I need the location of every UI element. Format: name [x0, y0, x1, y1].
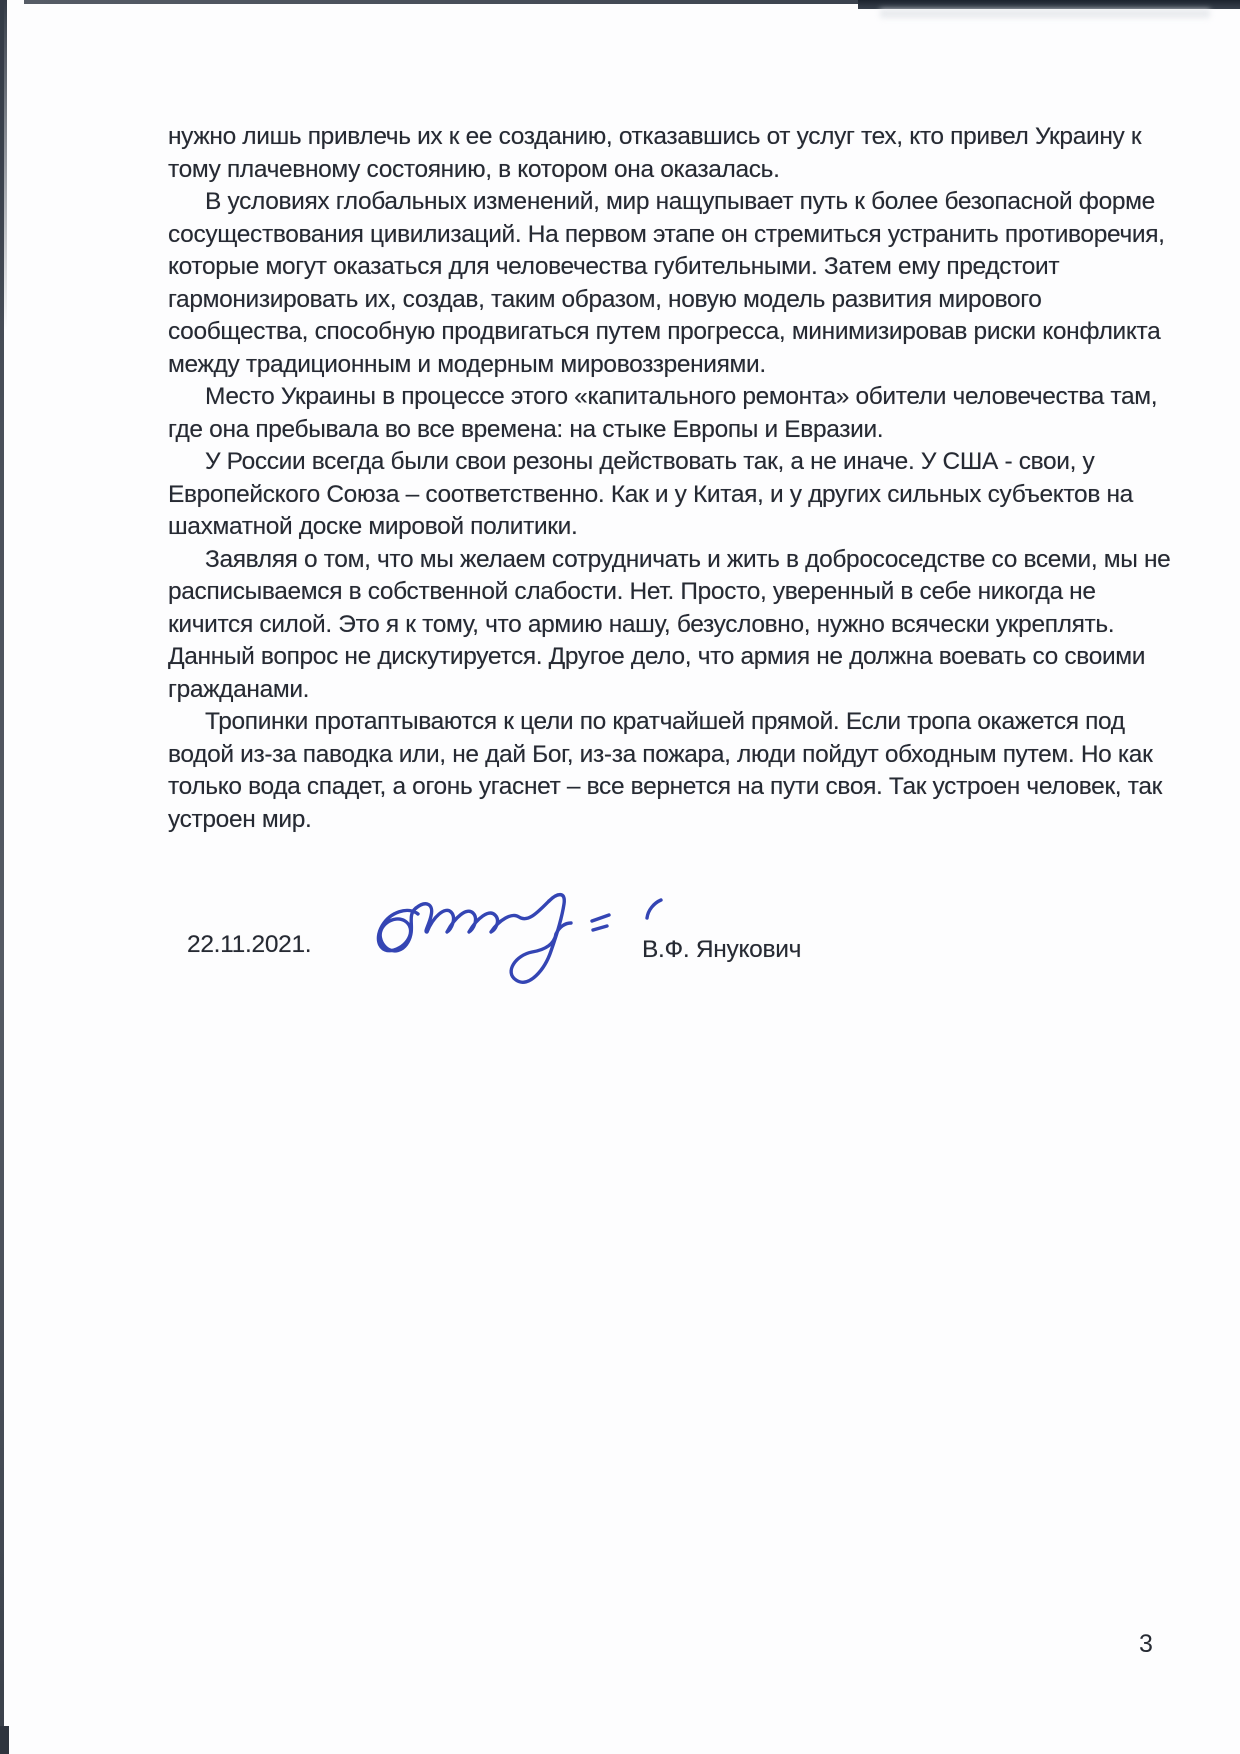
text-line: кичится силой. Это я к тому, что армию нашу, безусловно, нужно всячески укреплять.	[168, 610, 1115, 638]
text-line: только вода спадет, а огонь угаснет – все вернется на пути своя. Так устроен человек, так	[168, 773, 1162, 800]
scan-edge-left-top	[0, 0, 7, 330]
text-line: где она пребывала во все времена: на стыке Европы и Евразии.	[168, 415, 884, 443]
text-line: между традиционным и модерным мировоззрениями.	[168, 350, 766, 378]
document-body-text	[168, 121, 1171, 836]
text-line: гармонизировать их, создав, таким образом, новую модель развития мирового	[168, 285, 1042, 313]
text-line: Данный вопрос не дискутируется. Другое дело, что армия не должна воевать со своими	[168, 643, 1146, 670]
text-line: Место Украины в процессе этого «капитального ремонта» обители человечества там,	[205, 383, 1158, 410]
text-line: Заявляя о том, что мы желаем сотрудничать и жить в добрососедстве со всеми, мы не	[205, 545, 1171, 573]
date-label: 22.11.2021.	[187, 931, 312, 958]
text-line: устроен мир.	[168, 805, 312, 833]
text-line: которые могут оказаться для человечества губительными. Затем ему предстоит	[168, 253, 1060, 280]
text-line: нужно лишь привлечь их к ее созданию, отказавшись от услуг тех, кто привел Украину к	[168, 123, 1142, 150]
text-line: Европейского Союза – соответственно. Как и у Китая, и у других сильных субъектов на	[168, 480, 1133, 508]
text-line: расписываемся в собственной слабости. Нет. Просто, уверенный в себе никогда не	[168, 578, 1096, 605]
text-line: шахматной доске мировой политики.	[168, 513, 578, 540]
text-line: водой из-за паводка или, не дай Бог, из-за пожара, люди пойдут обходным путем. Но как	[168, 740, 1153, 768]
text-line: сосуществования цивилизаций. На первом этапе он стремиться устранить противоречия,	[168, 220, 1165, 248]
text-line: сообщества, способную продвигаться путем прогресса, минимизировав риски конфликта	[168, 318, 1161, 345]
text-line: тому плачевному состоянию, в котором она оказалась.	[168, 155, 780, 183]
handwritten-signature-icon	[356, 872, 676, 1012]
text-line: У России всегда были свои резоны действовать так, а не иначе. У США - свои, у	[205, 448, 1095, 475]
text-line: Тропинки протаптываются к цели по кратчайшей прямой. Если тропа окажется под	[205, 708, 1125, 735]
scan-smudge-top-right	[880, 9, 1210, 18]
scan-edge-top-right	[858, 0, 1240, 9]
text-line: гражданами.	[168, 675, 310, 703]
text-line: В условиях глобальных изменений, мир нащупывает путь к более безопасной форме	[205, 188, 1155, 215]
scan-edge-bottom-left	[0, 1726, 9, 1754]
signee-name: В.Ф. Янукович	[642, 936, 802, 963]
page-number: 3	[1139, 1630, 1153, 1658]
